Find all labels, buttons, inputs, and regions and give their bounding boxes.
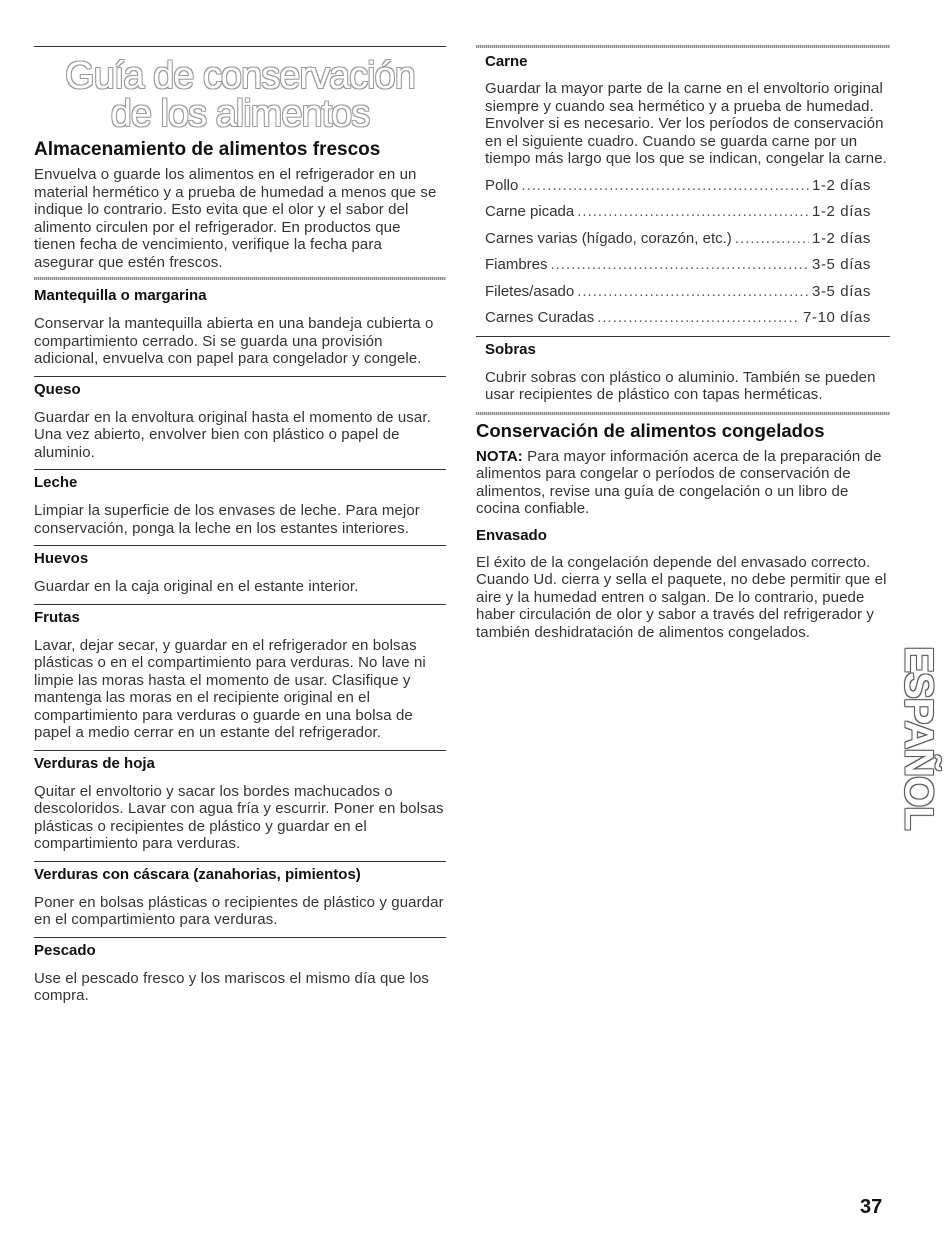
page-title-line1: Guía de conservación: [65, 55, 415, 97]
storage-time: 1-2 días: [812, 176, 871, 194]
section-verduras-hoja: [34, 751, 446, 853]
meat-item-label: Fiambres: [485, 256, 548, 273]
page-number: 37: [860, 1196, 883, 1218]
section-heading: Mantequilla o margarina: [34, 287, 207, 304]
nota-label: NOTA:: [476, 447, 523, 465]
section-text: Lavar, dejar secar, y guardar en el refrigerador en bolsas plásticas o en el compartimiento para verduras. No lave ni limpie las moras hasta el momento de usar. Clasifique y mantenga las moras en el recipiente original en el compartimiento para verduras o guarde en una bolsa de papel a medio cerrar en un estante del refrigerador.: [34, 636, 426, 741]
meat-table-row: [476, 256, 871, 273]
section-heading: Verduras con cáscara (zanahorias, pimientos): [34, 865, 361, 883]
section-text: Cubrir sobras con plástico o aluminio. También se pueden usar recipientes de plástico con tapas herméticas.: [485, 368, 876, 403]
section-pescado: [34, 938, 446, 1005]
section-verduras-cascara: [34, 862, 446, 929]
section-text: Guardar en la envoltura original hasta el momento de usar. Una vez abierto, envolver bien con plástico o papel de aluminio.: [34, 408, 431, 461]
section-heading: Verduras de hoja: [34, 754, 155, 772]
section-text: Guardar la mayor parte de la carne en el envoltorio original siempre y cuando sea hermético y a prueba de humedad. Envolver si es necesario. Ver los períodos de conservación en el siguiente cuadro. Cuando se guarda carne por un tiempo más largo que los que se indican, congelar la carne.: [485, 80, 887, 167]
meat-storage-table: [476, 177, 890, 327]
meat-item-label: Carne picada: [485, 203, 575, 220]
meat-table-row: [476, 309, 871, 326]
meat-table-row: [476, 203, 871, 220]
section-heading: Queso: [34, 380, 81, 398]
dot-leader: [735, 230, 809, 247]
section-carne: [476, 48, 890, 168]
envasado-text: El éxito de la congelación depende del envasado correcto. Cuando Ud. cierra y sella el paquete, no debe permitir que el aire y la humedad entren o salgan. De lo contrario, puede haber circulación de olor y sabor a través del refrigerador y también deshidratación de alimentos congelados.: [476, 553, 887, 641]
section-heading: Carne: [485, 53, 528, 70]
dot-leader: [577, 283, 809, 300]
meat-item-label: Carnes Curadas: [485, 309, 595, 326]
section-text: Quitar el envoltorio y sacar los bordes machucados o descoloridos. Lavar con agua fría y escurrir. Poner en bolsas plásticas o recipientes de plástico y guardar en el compartimiento para verduras.: [34, 782, 444, 852]
frozen-heading: Conservación de alimentos congelados: [476, 419, 825, 441]
language-tab-label: ESPAÑOL: [896, 646, 941, 830]
storage-time: 1-2 días: [812, 203, 871, 220]
storage-time: 1-2 días: [812, 229, 871, 247]
meat-item-label: Filetes/asado: [485, 282, 575, 300]
meat-table-row: [476, 283, 871, 300]
section-mantequilla: [34, 280, 446, 368]
dot-leader: [551, 256, 809, 273]
top-rule: [34, 46, 446, 47]
section-sobras: [476, 337, 890, 404]
right-column: [476, 0, 890, 641]
section-heading: Frutas: [34, 608, 80, 626]
section-queso: [34, 377, 446, 462]
nota-text: Para mayor información acerca de la preparación de alimentos para congelar o períodos de conservación de alimentos, revise una guía de congelación o un libro de cocina confiable.: [476, 447, 882, 517]
section-frutas: [34, 605, 446, 742]
meat-item-label: Pollo: [485, 176, 519, 194]
section-leche: [34, 470, 446, 537]
section-text: Conservar la mantequilla abierta en una bandeja cubierta o compartimiento cerrado. Si se guarda una provisión adicional, envuelva con papel para congelador y congele.: [34, 315, 434, 367]
section-text: Limpiar la superficie de los envases de leche. Para mejor conservación, ponga la leche en los estantes interiores.: [34, 502, 420, 537]
section-heading: Pescado: [34, 941, 96, 959]
storage-time: 7-10 días: [803, 309, 871, 326]
storage-time: 3-5 días: [812, 282, 871, 300]
section-heading: Leche: [34, 474, 78, 491]
meat-table-row: [476, 177, 871, 194]
fresh-intro: Envuelva o guarde los alimentos en el refrigerador en un material hermético y a prueba de humedad a menos que se indique lo contrario. Esto evita que el olor y el sabor del alimento circulen por el refrigerador. En productos que tienen fecha de vencimiento, verifique la fecha para asegurar que estén frescos.: [34, 166, 437, 271]
section-huevos: [34, 546, 446, 596]
dotted-divider: [476, 412, 890, 415]
storage-time: 3-5 días: [812, 256, 871, 273]
dot-leader: [521, 177, 809, 194]
envasado-heading: Envasado: [476, 526, 547, 544]
meat-table-row: [476, 230, 871, 247]
section-text: Use el pescado fresco y los mariscos el mismo día que los compra.: [34, 969, 430, 1004]
left-column: [34, 0, 446, 1005]
section-heading: Sobras: [485, 340, 536, 358]
section-text: Poner en bolsas plásticas o recipientes de plástico y guardar en el compartimiento para verduras.: [34, 893, 444, 928]
section-heading: Huevos: [34, 550, 89, 567]
dot-leader: [577, 203, 809, 220]
nota-paragraph: [476, 448, 890, 518]
meat-item-label: Carnes varias (hígado, corazón, etc.): [485, 229, 732, 247]
page-title: [34, 57, 446, 133]
dot-leader: [597, 309, 800, 326]
page-title-line2: de los alimentos: [110, 93, 370, 135]
section-text: Guardar en la caja original en el estante interior.: [34, 578, 359, 595]
language-tab: [896, 645, 941, 831]
fresh-heading: Almacenamiento de alimentos frescos: [34, 139, 381, 160]
